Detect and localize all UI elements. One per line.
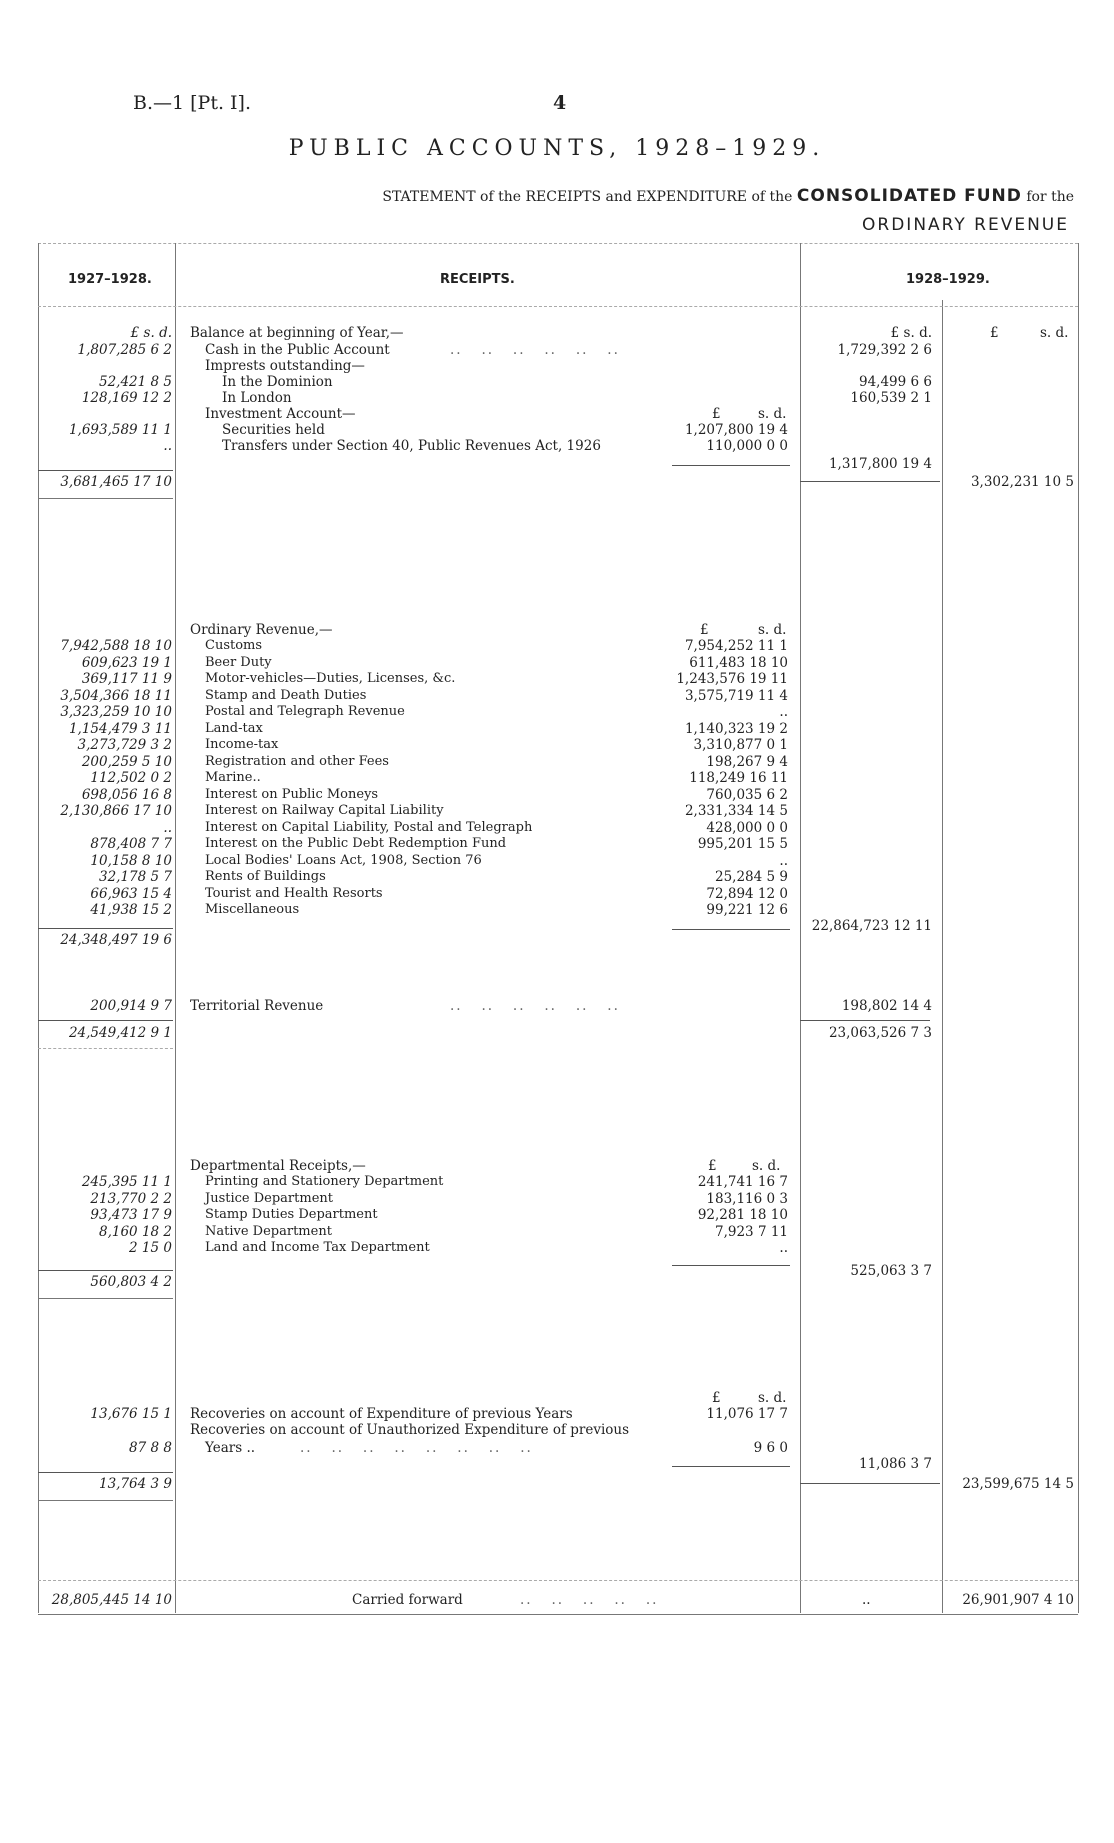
cash-curr: 1,729,392 2 6 [837, 342, 932, 358]
row-curr-value: 2,331,334 14 5 [684, 803, 788, 819]
row-prev-value: 200,259 5 10 [81, 753, 172, 770]
leader-dots: .. .. .. .. .. .. [450, 998, 620, 1014]
carried-curr: 26,901,907 4 10 [962, 1592, 1074, 1608]
leader-dots: .. .. .. .. .. [520, 1592, 659, 1608]
carried-label: Carried forward [352, 1592, 463, 1608]
row-prev-value: 2,130,866 17 10 [60, 803, 172, 819]
dominion-label: In the Dominion [222, 374, 333, 390]
recoveries-total-prev: 13,764 3 9 [99, 1476, 172, 1492]
recoveries2-label-cont: Years .. [205, 1440, 256, 1456]
total-sd-header: s. d. [1040, 325, 1069, 341]
col-header-prev-year: 1927–1928. [68, 272, 152, 287]
inner-pound-header: £ [712, 406, 721, 422]
carried-top-rule [38, 1580, 1078, 1581]
row-curr-value: 99,221 12 6 [706, 902, 788, 918]
recoveries-rule [672, 1466, 790, 1467]
row-prev-value: .. [163, 819, 172, 836]
row-label: Beer Duty [205, 654, 272, 670]
dominion-curr: 94,499 6 6 [859, 374, 932, 390]
recoveries-prev-rule [38, 1472, 173, 1473]
row-prev-value: 3,323,259 10 10 [60, 704, 172, 720]
document-reference: B.—1 [Pt. I]. [133, 92, 251, 114]
total-pound-header: £ [990, 325, 999, 341]
recoveries-close-rule [38, 1500, 173, 1501]
table-right-border [1078, 243, 1079, 1613]
carried-prev: 28,805,445 14 10 [51, 1592, 172, 1608]
london-prev: 128,169 12 2 [81, 390, 172, 406]
investment-total: 1,317,800 19 4 [828, 456, 932, 472]
recoveries1-label: Recoveries on account of Expenditure of previous Years [190, 1406, 573, 1422]
row-prev-value: 3,504,366 18 11 [60, 687, 172, 704]
prev-lsd-header: £ s. d. [130, 325, 172, 341]
row-label: Motor-vehicles—Duties, Licenses, &c. [205, 671, 456, 686]
recoveries1-curr: 11,076 17 7 [706, 1406, 788, 1422]
row-curr-value: .. [779, 852, 788, 869]
investment-label: Investment Account— [205, 406, 356, 422]
ordinary-revenue-heading: ORDINARY REVENUE [862, 215, 1069, 235]
recoveries2-prev: 87 8 8 [129, 1440, 172, 1456]
row-label: Interest on the Public Debt Redemption Fund [205, 836, 507, 851]
row-curr-value: 611,483 18 10 [689, 654, 788, 671]
investment-prev: 1,693,589 11 1 [68, 422, 172, 438]
imprests-label: Imprests outstanding— [205, 358, 365, 374]
recoveries-sd-header: s. d. [758, 1390, 787, 1406]
col-header-receipts: RECEIPTS. [440, 272, 515, 287]
leader-dots: .. .. .. .. .. .. [450, 342, 620, 358]
row-label: Interest on Capital Liability, Postal and Telegraph [205, 819, 533, 835]
london-label: In London [222, 390, 292, 406]
row-curr-value: 7,954,252 11 1 [684, 638, 788, 654]
ordinary-total-curr: 22,864,723 12 11 [811, 918, 932, 934]
statement-suffix: for the [1026, 189, 1074, 205]
page-number: 4 [553, 92, 567, 114]
row-label: Stamp and Death Duties [205, 687, 367, 703]
balance-total-curr: 3,302,231 10 5 [970, 474, 1074, 490]
row-label: Customs [205, 638, 263, 653]
cash-label: Cash in the Public Account [205, 342, 390, 358]
statement-prefix: STATEMENT of the RECEIPTS and EXPENDITURE of the [382, 189, 793, 205]
row-label: Land and Income Tax Department [205, 1240, 430, 1255]
recoveries-grand-curr: 23,599,675 14 5 [962, 1476, 1074, 1492]
ordinary-heading: Ordinary Revenue,— [190, 622, 333, 638]
ordinary-sd-header: s. d. [758, 622, 787, 638]
curr-lsd-header: £ s. d. [890, 325, 932, 341]
row-curr-value: 760,035 6 2 [706, 786, 788, 803]
row-label: Printing and Stationery Department [205, 1174, 444, 1189]
row-label: Miscellaneous [205, 902, 300, 917]
col-divider-2 [800, 243, 801, 1613]
ordinary-prev-rule [38, 928, 173, 929]
curr-subtotal-rule [800, 481, 940, 482]
row-prev-value: 1,154,479 3 11 [68, 720, 172, 737]
balance-heading: Balance at beginning of Year,— [190, 325, 404, 341]
recoveries-pound-header: £ [712, 1390, 721, 1406]
row-prev-value: 3,273,729 3 2 [77, 737, 172, 753]
departmental-close-rule [38, 1298, 173, 1299]
row-curr-value: 183,116 0 3 [706, 1190, 788, 1207]
row-prev-value: 41,938 15 2 [90, 902, 172, 918]
row-curr-value: 7,923 7 11 [715, 1223, 788, 1240]
row-label: Native Department [205, 1223, 332, 1239]
row-prev-value: 7,942,588 18 10 [60, 638, 172, 654]
prev-total-rule [38, 470, 173, 471]
recoveries-total-curr: 11,086 3 7 [859, 1456, 932, 1472]
ordinary-pound-header: £ [700, 622, 709, 638]
row-label: Local Bodies' Loans Act, 1908, Section 76 [205, 852, 482, 868]
territorial-prev-rule [38, 1020, 173, 1021]
transfers-value: 110,000 0 0 [706, 438, 788, 454]
balance-close-rule [38, 498, 173, 499]
row-curr-value: 1,243,576 19 11 [676, 671, 788, 687]
row-prev-value: 66,963 15 4 [90, 885, 172, 902]
row-prev-value: 213,770 2 2 [90, 1190, 172, 1207]
row-prev-value: 8,160 18 2 [99, 1223, 172, 1240]
row-prev-value: 10,158 8 10 [90, 852, 172, 869]
departmental-heading: Departmental Receipts,— [190, 1158, 366, 1174]
row-label: Marine.. [205, 770, 261, 785]
grand-curr-rule [800, 1483, 940, 1484]
row-curr-value: 995,201 15 5 [697, 836, 788, 852]
row-prev-value: 112,502 0 2 [90, 770, 172, 786]
page-title: PUBLIC ACCOUNTS, 1928–1929. [288, 136, 826, 161]
subtotal-rule [672, 465, 790, 466]
row-label: Tourist and Health Resorts [205, 885, 383, 901]
row-label: Rents of Buildings [205, 869, 326, 884]
row-label: Land-tax [205, 720, 263, 736]
recoveries1-prev: 13,676 15 1 [90, 1406, 172, 1422]
row-label: Stamp Duties Department [205, 1207, 378, 1222]
row-prev-value: 878,408 7 7 [90, 836, 172, 852]
row-label: Justice Department [205, 1190, 333, 1206]
row-prev-value: 369,117 11 9 [81, 671, 172, 687]
header-bottom-rule [38, 306, 1078, 307]
row-curr-value: 3,575,719 11 4 [684, 687, 788, 704]
row-label: Registration and other Fees [205, 753, 389, 769]
fund-name: CONSOLIDATED FUND [796, 186, 1022, 206]
leader-dots: .. .. .. .. .. .. .. .. [300, 1440, 533, 1456]
row-prev-value: 32,178 5 7 [99, 869, 172, 885]
territorial-subtotal-curr: 23,063,526 7 3 [828, 1025, 932, 1041]
territorial-subtotal-prev: 24,549,412 9 1 [68, 1025, 172, 1041]
row-label: Income-tax [205, 737, 279, 752]
row-curr-value: 92,281 18 10 [697, 1207, 788, 1223]
carried-mid: .. [862, 1592, 871, 1608]
ordinary-total-prev: 24,348,497 19 6 [60, 932, 172, 948]
row-curr-value: 118,249 16 11 [689, 770, 788, 786]
territorial-prev: 200,914 9 7 [90, 998, 172, 1014]
row-label: Interest on Public Moneys [205, 786, 379, 802]
departmental-sd-header: s. d. [752, 1158, 781, 1174]
statement-heading [382, 186, 1074, 206]
securities-label: Securities held [222, 422, 325, 438]
territorial-curr-rule [800, 1020, 930, 1021]
row-curr-value: .. [779, 1240, 788, 1256]
row-curr-value: 198,267 9 4 [706, 753, 788, 770]
departmental-total-prev: 560,803 4 2 [90, 1274, 172, 1290]
row-curr-value: 72,894 12 0 [706, 885, 788, 902]
table-bottom-rule [38, 1614, 1078, 1615]
row-prev-value: 698,056 16 8 [81, 786, 172, 803]
balance-total-prev: 3,681,465 17 10 [60, 474, 172, 490]
dominion-prev: 52,421 8 5 [99, 374, 172, 390]
row-curr-value: .. [779, 704, 788, 720]
col-divider-1 [175, 243, 176, 1613]
departmental-total-curr: 525,063 3 7 [850, 1263, 932, 1279]
col-header-curr-year: 1928–1929. [906, 272, 990, 287]
row-prev-value: 2 15 0 [129, 1240, 172, 1256]
departmental-pound-header: £ [708, 1158, 717, 1174]
london-curr: 160,539 2 1 [850, 390, 932, 406]
territorial-curr: 198,802 14 4 [841, 998, 932, 1014]
departmental-prev-rule [38, 1270, 173, 1271]
row-curr-value: 3,310,877 0 1 [693, 737, 788, 753]
inner-sd-header: s. d. [758, 406, 787, 422]
transfers-prev: .. [163, 438, 172, 454]
row-curr-value: 428,000 0 0 [706, 819, 788, 836]
row-curr-value: 1,140,323 19 2 [684, 720, 788, 737]
col-divider-3 [942, 300, 943, 1613]
row-curr-value: 25,284 5 9 [715, 869, 788, 885]
cash-prev: 1,807,285 6 2 [77, 342, 172, 358]
row-label: Interest on Railway Capital Liability [205, 803, 444, 818]
recoveries2-label: Recoveries on account of Unauthorized Expenditure of previous [190, 1422, 630, 1438]
transfers-label: Transfers under Section 40, Public Revenues Act, 1926 [222, 438, 601, 454]
row-curr-value: 241,741 16 7 [697, 1174, 788, 1190]
row-prev-value: 609,623 19 1 [81, 654, 172, 671]
table-top-rule [38, 243, 1078, 244]
ordinary-rule [672, 929, 790, 930]
row-prev-value: 245,395 11 1 [81, 1174, 172, 1190]
securities-value: 1,207,800 19 4 [684, 422, 788, 438]
recoveries2-curr: 9 6 0 [753, 1440, 788, 1456]
row-label: Postal and Telegraph Revenue [205, 704, 405, 719]
departmental-rule [672, 1265, 790, 1266]
territorial-label: Territorial Revenue [190, 998, 324, 1014]
row-prev-value: 93,473 17 9 [90, 1207, 172, 1223]
territorial-close-rule [38, 1048, 173, 1049]
